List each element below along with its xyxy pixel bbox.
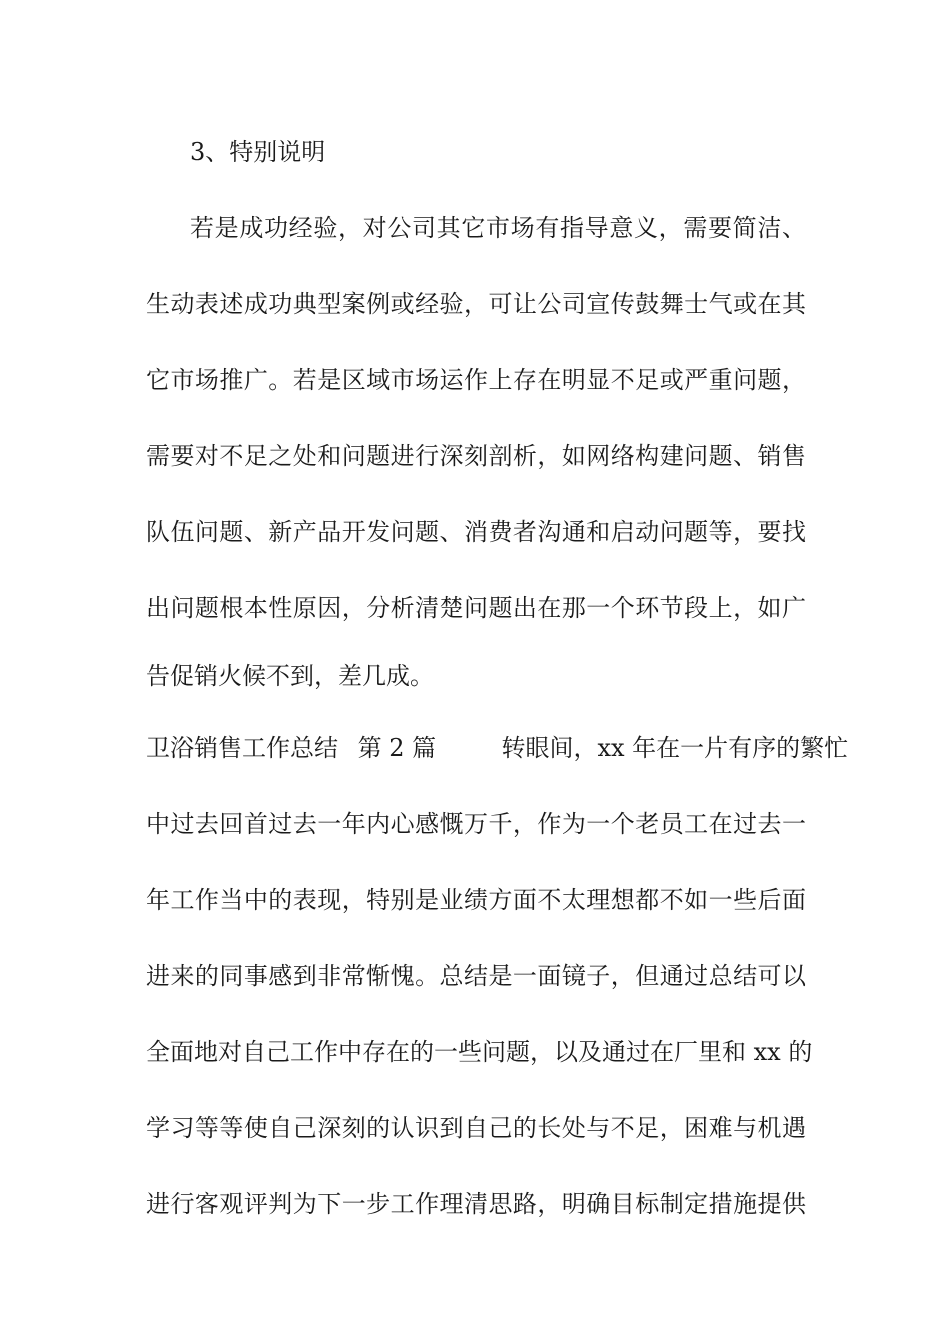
paragraph-line: 生动表述成功典型案例或经验，可让公司宣传鼓舞士气或在其	[146, 290, 806, 318]
paragraph-line: 若是成功经验，对公司其它市场有指导意义，需要简洁、	[190, 214, 806, 242]
paragraph-line: 出问题根本性原因，分析清楚问题出在那一个环节段上，如广	[146, 594, 806, 622]
paragraph-line: 需要对不足之处和问题进行深刻剖析，如网络构建问题、销售	[146, 442, 806, 470]
paragraph-line: 它市场推广。若是区域市场运作上存在明显不足或严重问题，	[146, 366, 806, 394]
paragraph-line: 队伍问题、新产品开发问题、消费者沟通和启动问题等，要找	[146, 518, 806, 546]
paragraph-line: 中过去回首过去一年内心感慨万千，作为一个老员工在过去一	[146, 810, 806, 838]
section-heading: 3、特别说明	[190, 138, 326, 166]
paragraph-line: 年工作当中的表现，特别是业绩方面不太理想都不如一些后面	[146, 886, 806, 914]
paragraph-line: 转眼间，xx 年在一片有序的繁忙	[501, 734, 849, 762]
paragraph-line: 进行客观评判为下一步工作理清思路，明确目标制定措施提供	[146, 1190, 806, 1218]
article-title-line	[146, 728, 849, 768]
paragraph-line: 全面地对自己工作中存在的一些问题，以及通过在厂里和 xx 的	[146, 1038, 813, 1066]
article-number: 第 2 篇	[357, 734, 437, 762]
paragraph-line: 进来的同事感到非常惭愧。总结是一面镜子，但通过总结可以	[146, 962, 806, 990]
article-title: 卫浴销售工作总结	[146, 734, 338, 762]
paragraph-line: 学习等等使自己深刻的认识到自己的长处与不足，困难与机遇	[146, 1114, 806, 1142]
paragraph-line: 告促销火候不到，差几成。	[146, 662, 434, 690]
